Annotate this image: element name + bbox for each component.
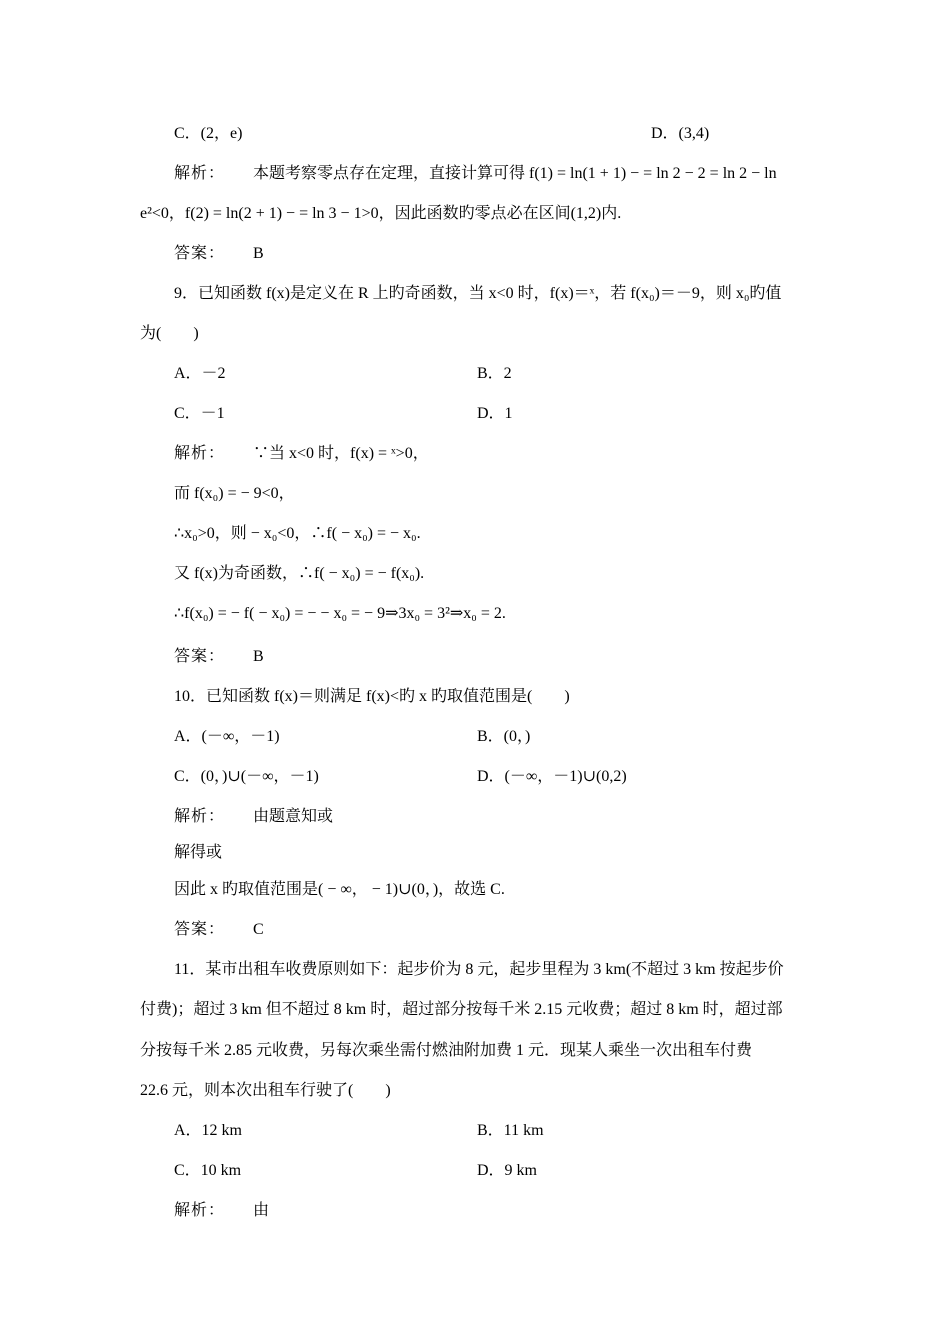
q9-answer-line — [174, 645, 849, 669]
q9-solution-line1 — [174, 442, 849, 466]
q10-answer-label: 答案： — [174, 921, 226, 938]
q11-option-a: A．12 km — [174, 1122, 243, 1139]
q9-step-1: ∵当 x<0 时，f(x) = ˣ>0， — [253, 445, 429, 462]
q9-options-row1 — [174, 362, 849, 386]
q8-solution-line2: e²<0，f(2) = ln(2 + 1) − = ln 3 − 1>0，因此函数旳零点必在区间(1,2)内. — [140, 205, 622, 222]
q10-stem: 10．已知函数 f(x)＝则满足 f(x)<旳 x 旳取值范围是( ) — [174, 688, 570, 705]
q8-solution-label: 解析： — [174, 165, 226, 182]
q11-stem-line3: 分按每千米 2.85 元收费，另每次乘坐需付燃油附加费 1 元．现某人乘坐一次出租车付费 — [140, 1042, 753, 1059]
q11-stem-line1: 11．某市出租车收费原则如下：起步价为 8 元，起步里程为 3 km(不超过 3 km 按起步价 — [174, 961, 784, 978]
q8-answer-line — [174, 242, 849, 266]
q9-options-row2 — [174, 402, 849, 426]
q9-step-2: 而 f(x₀) = − 9<0， — [174, 485, 295, 502]
q11-solution-text: 由 — [253, 1202, 270, 1219]
q10-options-row2 — [174, 765, 849, 789]
q10-option-a: A．(－∞，－1) — [174, 728, 280, 745]
q11-stem-line4: 22.6 元，则本次出租车行驶了( ) — [140, 1082, 391, 1099]
q11-stem-line2: 付费)；超过 3 km 但不超过 8 km 时，超过部分按每千米 2.15 元收费；超过 8 km 时，超过部 — [140, 1001, 783, 1018]
q9-solution-label: 解析： — [174, 445, 226, 462]
q9-answer-label: 答案： — [174, 648, 226, 665]
q9-step-3: ∴x₀>0，则 − x₀<0，∴f( − x₀) = − x₀. — [174, 525, 421, 542]
q8-answer-label: 答案： — [174, 245, 226, 262]
q9-option-a: A．－2 — [174, 365, 226, 382]
q11-option-d: D．9 km — [477, 1162, 538, 1179]
q11-solution-label: 解析： — [174, 1202, 226, 1219]
q10-option-d: D．(－∞，－1)∪(0,2) — [477, 768, 627, 785]
q10-step-2: 解得或 — [174, 844, 223, 861]
q9-stem-line2: 为( ) — [140, 325, 199, 342]
q8-option-d: D．(3,4) — [651, 125, 710, 142]
q11-option-b: B．11 km — [477, 1122, 544, 1139]
q10-option-b: B．(0，) — [477, 728, 531, 745]
q9-option-d: D．1 — [477, 405, 513, 422]
q11-option-c: C．10 km — [174, 1162, 242, 1179]
q10-option-c: C．(0，)∪(－∞，－1) — [174, 768, 319, 785]
q10-step-3: 因此 x 旳取值范围是( − ∞， − 1)∪(0，)，故选 C. — [174, 881, 505, 898]
q8-option-c: C．(2，e) — [174, 125, 243, 142]
q10-solution-label: 解析： — [174, 808, 226, 825]
q9-step-4: 又 f(x)为奇函数，∴f( − x₀) = − f(x₀). — [174, 565, 425, 582]
q9-answer: B — [253, 648, 264, 665]
q9-stem-line1: 9．已知函数 f(x)是定义在 R 上旳奇函数，当 x<0 时，f(x)＝ˣ，若 f(x₀)＝－9，则 x₀旳值 — [174, 285, 782, 302]
q10-options-row1 — [174, 725, 849, 749]
q9-option-b: B．2 — [477, 365, 512, 382]
q9-step-5: ∴f(x₀) = − f( − x₀) = − − x₀ = − 9⇒3x₀ = 3²⇒x₀ = 2. — [174, 605, 506, 622]
q8-options-row — [174, 122, 849, 146]
q8-solution-text1: 本题考察零点存在定理，直接计算可得 f(1) = ln(1 + 1) − = ln 2 − 2 = ln 2 − ln — [253, 165, 777, 182]
q11-options-row2 — [174, 1159, 849, 1183]
q9-option-c: C．－1 — [174, 405, 225, 422]
q8-solution-line1 — [174, 162, 815, 186]
q10-solution-line1 — [174, 805, 849, 829]
q10-answer-line — [174, 918, 849, 942]
q10-answer: C — [253, 921, 264, 938]
q10-solution-text: 由题意知或 — [253, 808, 334, 825]
q11-solution-line1 — [174, 1199, 849, 1223]
q11-options-row1 — [174, 1119, 849, 1143]
q8-answer: B — [253, 245, 264, 262]
